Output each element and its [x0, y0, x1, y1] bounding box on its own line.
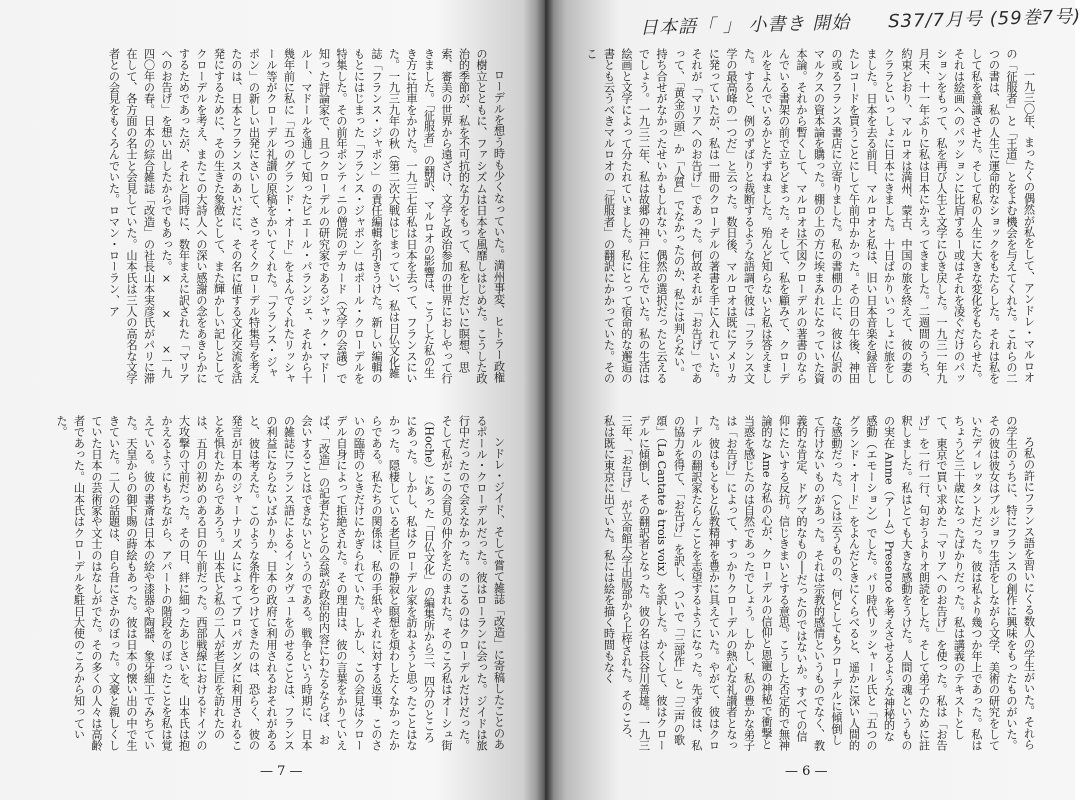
- paragraph: ンドレ・ジイド、そして嘗て雑誌「改造」に寄稿したことのあるポール・クローデルだった。彼はローランに会った。ジイドは旅行中だったので会えなかった。のこるのはクローデルだけだった。そして私がこの会見の仲介をたのまれた。そのころ私はオーシュ街（Hoche）にあった「日仏文化」の編集所から三、四分のところにあった。しかし、私はクローデル家を訪ねようと思ったことはなかった。隠棲している老巨匠の静寂と瞑想を煩わしたくなかったからである。私たちの関係は、私の手紙やそれに対する返事、このさいの臨時のときだけにかぎられていた。: [352, 415, 506, 751]
- page-number: — 7 —: [260, 764, 303, 779]
- paragraph: ローデルを想う時も少くなっていた。満州事変、ヒトラー政権の樹立とともに、ファシズムは日本を風靡しはじめた。こうした政治的季節が、私を不可抗的な力をもって、私をしだいに瞑想、思索、審美の世界から遠ざけ、文学と政治参加の世界におしやって行きました。「征服者」の翻訳、マルロオの影響は、こうした私の生き方に拍車をかけた。: [405, 48, 506, 384]
- paragraph: 「フランス・ジャポン」の新しい出発にさいして、さっそくクローデル特集号を考えたのは、日本とフランスのあいだに、その名に値する文化交流を活発にするために、その生きた象徴として、また輝かしい記しとしてクローデルを考え、またこの大詩人への深い感謝の念をあきらかにするためであったが、それと同時に、数年まえに訳された「マリアへのお告げ」を想い出したからでもあった。: [160, 48, 278, 384]
- paragraph: 一九三二年、私は故郷の神戸に住んでいた。私の生活は絵画と文学によって分たれていました。私にとって宿命的な邂逅の書とも云うべきマルロオの「征服者」の翻訳にかかっていた。そのこ: [585, 48, 651, 384]
- right-page-top-block: [585, 48, 1055, 385]
- paragraph: 一九四〇年の春。日本の綜合雑誌「改造」の社長山本実彦氏がパリに滞在して、各方面の名士と会見していた。山本氏は三人の高名な文学者との会見をもくろんでいた。ロマン・ローラン、ア: [107, 48, 173, 384]
- right-page-bottom-block: [590, 415, 1055, 752]
- paragraph: すべての信仰にたいする反抗。信じきまいとする意思。こうした否定的で無神論的な Ame な私の心が、クローデルの信仰と恩寵の神秘で衝撃と当惑を感じたのは自然であったでしょう。しかし、私の豊かな弟子は「お告げ」によって、すっかりクローデルの熱心な礼讃者となった。彼はもともと仏教精神を豊かに具えていた。: [707, 415, 808, 751]
- page-number: — 6 —: [785, 764, 828, 779]
- paragraph: 一九三一年九月末、十一年ぶりに私は日本にかえってきました。二週間のうち、約束どおり、マルロオは満州、蒙古、中国の旅を終えて、彼の妻のクララといっしょに日本にきました。十日ばかりいっしょに旅をしました。日本を去る前日、マルロオと私は、旧い日本音楽を録音したレコードを買うことにして午前中かかった。その日の午後、神田の或るフランス書店に立寄りました。私の書棚の上に、彼は仏訳のマルクスの資本論を購った。棚の上の方に埃まみれになっていた資本論。それから暫くして、マルロオは不図クローデルの著書のならんでいる書架の前で立ちどまった。: [777, 48, 948, 385]
- paragraph: 人間の魂というものの実在 Anme（アーム）Presence を考えさせるような神秘的な感動（エモーション）でした。パリ時代リッシャール氏と「五つのグランド・オード」をよんだときにくらべると、遥かに深い人間的な感動だった。（とは云うものの、何としてもクローデルに傾倒して行けないものがあった。それは宗教的感情というものでなく、教義的な肯定、ドグマ的なもの──だったのではないか。: [795, 415, 913, 752]
- paragraph: このような条件をつけてきたのは、恐らく、彼の発言が日本のジャーナリズムによってプロパガンダに利用されることを惧れたからであろう。山本氏と私の二人が老巨匠を訪れたのは、五月の初めのある日の午前だった。西部戦線におけるドイツの大攻撃の寸前だった。その日、絆に細ったあじさいを、山本氏は抱かえるようにもちながら、アパートの階段をのぼったことを私は覚えている。彼の書斎は日本の絵や漆器や陶器、象牙細工でみちていた。天皇からの御下賜の蒔絵もあった。彼は日本の懐い出の中で生きていた。: [107, 415, 261, 752]
- paragraph: そして、私を顧みて、クローデルをよんでいるかとたずねました。殆んど知らないと私は答えました。すると、例のずばりと裁断するような語調で彼は「フランス文学の最高峰の一つだ」と云った。数日後、マルロオは既にアメリカに発っていたが、私は一冊のクローデルの著書を手に入れていた。それが「マリアへのお告げ」であった。何故それが「お告げ」であって、「黄金の頭」か「人質」でなかったのか、私には判らない。持ち合せがなかったせいかもしれない。偶然の選択だったと云えるでしょう。: [637, 48, 791, 385]
- paragraph: 一九三〇年、まったくの偶然が私をして、アンドレ・マルロオの「征服者」と「王道」とをよむ機会を与えてくれた。これらの二つの書は、私の人生に運命的なショックをもたらした。それは私をして私を意識させた。そして私の人生に大きな変化をもたらせた。それは絵画へのパッションに比肩するー或はそれを凌ぐだけのパッションをもって、私を再び人生と文学にひき戻した。: [935, 48, 1036, 384]
- paragraph: 二人の話題は、自ら昔にさかのぼった。文豪と親しくしていた日本の芸術家や文士のはなしがでた。その多くの人々は高齢者であった。山本氏はクローデルを駐日大使のころから知っていた。: [55, 415, 121, 751]
- paragraph: 一九三三年、「お告げ」が立命館大学出版部から上梓された。そのころ、私は既に東京に出ていた。私には絵を描く時間もなく: [602, 415, 651, 752]
- paragraph: 一九三七年私は日本を去って、フランスにいた。一九三九年の秋（第二次大戦はじまってい）、私は日仏文化雑誌「フランス・ジャポン」の責任編輯を引きうけた。新しい編輯のもとにはじまった「フランス・ジャポン」はポール・クローデルを特集した。その前年ポンティニの僧院のデカード（文学の会議）で知った評論家で、且つクローデルの研究家であるジャック・マドールー、マドールを通して知ったピエール・パランジェ、それから十幾年前に私に「五つのグランド・オード」をよんでくれたリッシャール等がクローデル礼讃の原稿をかいてくれた。: [265, 48, 418, 384]
- paragraph: しかし、この会見はクローデル自身によって拒絶された。その理由は、彼の言葉をかりていえば、「改造」の記者たちとの会談が政治的内容にわたるならば、お会いすることはできないというのである。戦争という時期に、日本の雑誌にフランス語によるインタヴューをのせることは、フランスの利益にならないばかりか、日本の政府に利用されるおそれがあると、彼は考えた。: [247, 415, 366, 752]
- paragraph: ろ私の許にフランス語を習いにくる数人の学生がいた。それらの学生のうちに、特にフランスの創作に興味をもったものがいた。その彼は彼女はブルジョワ生活をしながら文学、美術の研究をしていたディレッタントだった。彼は私より幾つか年上であった。私はちょうど三十歳になったばかりだった。私は講義のテキストとして、東京で買い求めた「マリアへのお告げ」を使った。私は「お告げ」を一行一行、句おうよりオ朗読をした。そして弟子のために註釈しました。私はとても大きな感動をうけた。: [900, 415, 1036, 751]
- left-page-bottom-block: [55, 415, 525, 752]
- right-page: [545, 0, 1081, 800]
- section-separator: × × ×: [160, 272, 173, 356]
- paragraph: やがて、彼はクローデルの翻訳家たらんことを志望するようになった。先ず彼は、私の協力を得て、「お告げ」を訳し、ついで「三部作」と「三声の歌頌」（La Cantate à trois voix）を訳した。かくして、彼はクローデルに傾倒し、その翻訳者となった。彼の名は長谷川善雄。: [637, 415, 721, 752]
- book-gutter: [536, 0, 554, 800]
- handwritten-margin-note: 日本語「 」 小書き 開始 S37/7月号 (59巻7号): [639, 6, 1081, 39]
- left-page-top-block: [55, 48, 525, 385]
